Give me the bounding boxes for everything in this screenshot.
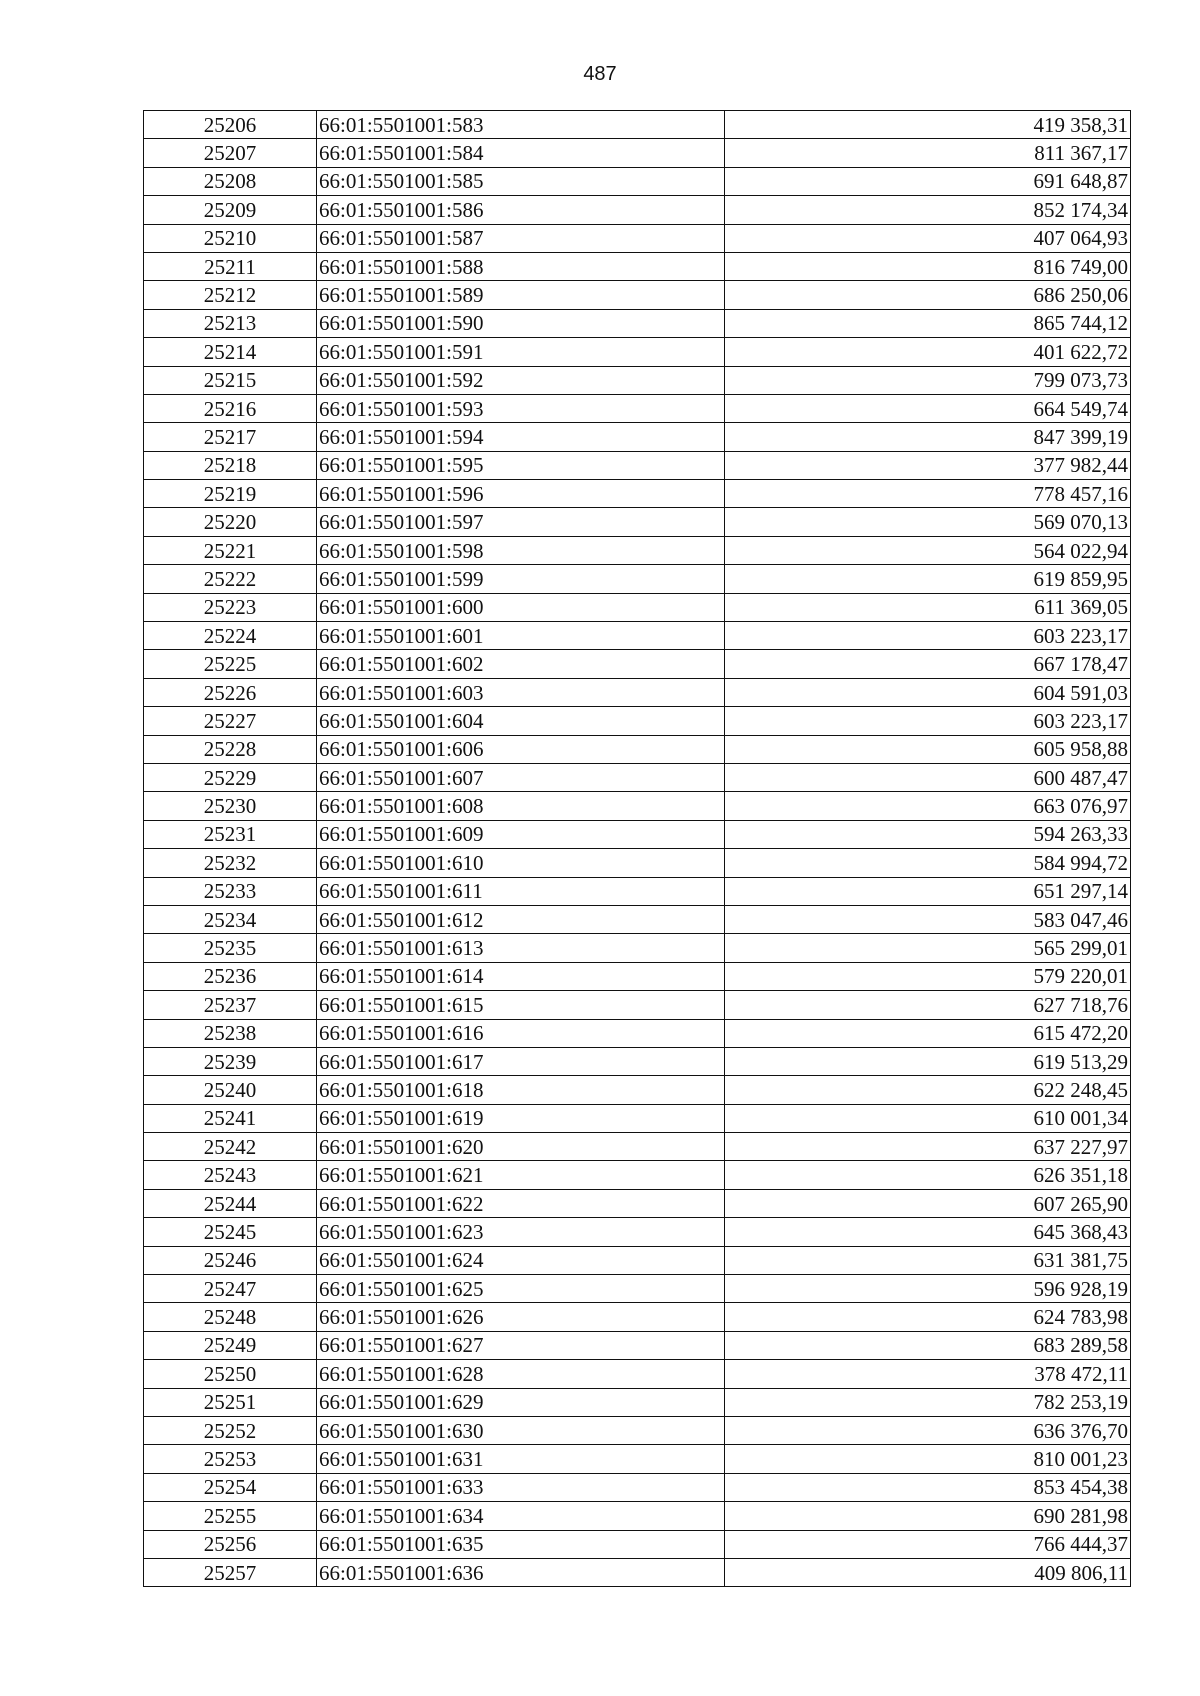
value-cell: 569 070,13 <box>725 508 1131 536</box>
table-row <box>144 508 1131 536</box>
table-row <box>144 650 1131 678</box>
cadastral-number-cell: 66:01:5501001:588 <box>317 252 725 280</box>
value-cell: 603 223,17 <box>725 707 1131 735</box>
row-number-cell: 25224 <box>144 622 317 650</box>
value-cell: 615 472,20 <box>725 1019 1131 1047</box>
table-row <box>144 849 1131 877</box>
cadastral-number-cell: 66:01:5501001:585 <box>317 167 725 195</box>
cadastral-number-cell: 66:01:5501001:590 <box>317 309 725 337</box>
table-row <box>144 565 1131 593</box>
row-number-cell: 25239 <box>144 1047 317 1075</box>
table-row <box>144 224 1131 252</box>
value-cell: 816 749,00 <box>725 252 1131 280</box>
row-number-cell: 25238 <box>144 1019 317 1047</box>
row-number-cell: 25227 <box>144 707 317 735</box>
value-cell: 579 220,01 <box>725 962 1131 990</box>
table-row <box>144 1530 1131 1558</box>
value-cell: 619 513,29 <box>725 1047 1131 1075</box>
table-row <box>144 1161 1131 1189</box>
cadastral-number-cell: 66:01:5501001:609 <box>317 820 725 848</box>
row-number-cell: 25226 <box>144 678 317 706</box>
cadastral-number-cell: 66:01:5501001:622 <box>317 1189 725 1217</box>
cadastral-number-cell: 66:01:5501001:598 <box>317 536 725 564</box>
value-cell: 604 591,03 <box>725 678 1131 706</box>
row-number-cell: 25219 <box>144 480 317 508</box>
table-row <box>144 338 1131 366</box>
value-cell: 667 178,47 <box>725 650 1131 678</box>
table-row <box>144 763 1131 791</box>
value-cell: 766 444,37 <box>725 1530 1131 1558</box>
cadastral-number-cell: 66:01:5501001:617 <box>317 1047 725 1075</box>
table-row <box>144 877 1131 905</box>
value-cell: 605 958,88 <box>725 735 1131 763</box>
cadastral-number-cell: 66:01:5501001:613 <box>317 934 725 962</box>
row-number-cell: 25214 <box>144 338 317 366</box>
value-cell: 611 369,05 <box>725 593 1131 621</box>
table-row <box>144 1218 1131 1246</box>
row-number-cell: 25254 <box>144 1473 317 1501</box>
row-number-cell: 25252 <box>144 1416 317 1444</box>
row-number-cell: 25220 <box>144 508 317 536</box>
value-cell: 811 367,17 <box>725 139 1131 167</box>
table-row <box>144 707 1131 735</box>
table-row <box>144 366 1131 394</box>
cadastral-number-cell: 66:01:5501001:603 <box>317 678 725 706</box>
registry-table-body <box>144 111 1131 1587</box>
value-cell: 626 351,18 <box>725 1161 1131 1189</box>
value-cell: 631 381,75 <box>725 1246 1131 1274</box>
table-row <box>144 1388 1131 1416</box>
value-cell: 853 454,38 <box>725 1473 1131 1501</box>
cadastral-number-cell: 66:01:5501001:614 <box>317 962 725 990</box>
cadastral-number-cell: 66:01:5501001:611 <box>317 877 725 905</box>
cadastral-number-cell: 66:01:5501001:608 <box>317 792 725 820</box>
cadastral-number-cell: 66:01:5501001:594 <box>317 423 725 451</box>
cadastral-number-cell: 66:01:5501001:601 <box>317 622 725 650</box>
cadastral-number-cell: 66:01:5501001:610 <box>317 849 725 877</box>
table-row <box>144 934 1131 962</box>
value-cell: 636 376,70 <box>725 1416 1131 1444</box>
table-row <box>144 1445 1131 1473</box>
value-cell: 847 399,19 <box>725 423 1131 451</box>
cadastral-number-cell: 66:01:5501001:583 <box>317 111 725 139</box>
row-number-cell: 25251 <box>144 1388 317 1416</box>
row-number-cell: 25253 <box>144 1445 317 1473</box>
table-row <box>144 252 1131 280</box>
value-cell: 691 648,87 <box>725 167 1131 195</box>
value-cell: 594 263,33 <box>725 820 1131 848</box>
row-number-cell: 25242 <box>144 1133 317 1161</box>
value-cell: 690 281,98 <box>725 1502 1131 1530</box>
value-cell: 799 073,73 <box>725 366 1131 394</box>
cadastral-number-cell: 66:01:5501001:593 <box>317 394 725 422</box>
cadastral-number-cell: 66:01:5501001:587 <box>317 224 725 252</box>
value-cell: 419 358,31 <box>725 111 1131 139</box>
table-row <box>144 792 1131 820</box>
table-row <box>144 480 1131 508</box>
row-number-cell: 25241 <box>144 1104 317 1132</box>
cadastral-number-cell: 66:01:5501001:628 <box>317 1360 725 1388</box>
table-row <box>144 1331 1131 1359</box>
table-row <box>144 1473 1131 1501</box>
cadastral-number-cell: 66:01:5501001:618 <box>317 1076 725 1104</box>
row-number-cell: 25221 <box>144 536 317 564</box>
value-cell: 683 289,58 <box>725 1331 1131 1359</box>
row-number-cell: 25222 <box>144 565 317 593</box>
row-number-cell: 25250 <box>144 1360 317 1388</box>
cadastral-number-cell: 66:01:5501001:606 <box>317 735 725 763</box>
row-number-cell: 25217 <box>144 423 317 451</box>
value-cell: 377 982,44 <box>725 451 1131 479</box>
row-number-cell: 25228 <box>144 735 317 763</box>
row-number-cell: 25210 <box>144 224 317 252</box>
value-cell: 664 549,74 <box>725 394 1131 422</box>
cadastral-number-cell: 66:01:5501001:612 <box>317 905 725 933</box>
row-number-cell: 25246 <box>144 1246 317 1274</box>
value-cell: 565 299,01 <box>725 934 1131 962</box>
row-number-cell: 25257 <box>144 1558 317 1586</box>
row-number-cell: 25225 <box>144 650 317 678</box>
table-row <box>144 991 1131 1019</box>
table-row <box>144 394 1131 422</box>
table-row <box>144 622 1131 650</box>
table-row <box>144 1047 1131 1075</box>
row-number-cell: 25209 <box>144 196 317 224</box>
cadastral-number-cell: 66:01:5501001:629 <box>317 1388 725 1416</box>
table-row <box>144 593 1131 621</box>
value-cell: 686 250,06 <box>725 281 1131 309</box>
table-row <box>144 678 1131 706</box>
cadastral-number-cell: 66:01:5501001:635 <box>317 1530 725 1558</box>
table-row <box>144 536 1131 564</box>
table-row <box>144 111 1131 139</box>
table-row <box>144 1133 1131 1161</box>
value-cell: 778 457,16 <box>725 480 1131 508</box>
cadastral-number-cell: 66:01:5501001:630 <box>317 1416 725 1444</box>
row-number-cell: 25208 <box>144 167 317 195</box>
row-number-cell: 25213 <box>144 309 317 337</box>
value-cell: 619 859,95 <box>725 565 1131 593</box>
row-number-cell: 25237 <box>144 991 317 1019</box>
value-cell: 852 174,34 <box>725 196 1131 224</box>
cadastral-number-cell: 66:01:5501001:620 <box>317 1133 725 1161</box>
value-cell: 603 223,17 <box>725 622 1131 650</box>
cadastral-number-cell: 66:01:5501001:624 <box>317 1246 725 1274</box>
row-number-cell: 25223 <box>144 593 317 621</box>
cadastral-number-cell: 66:01:5501001:623 <box>317 1218 725 1246</box>
cadastral-number-cell: 66:01:5501001:619 <box>317 1104 725 1132</box>
cadastral-number-cell: 66:01:5501001:586 <box>317 196 725 224</box>
table-row <box>144 167 1131 195</box>
cadastral-number-cell: 66:01:5501001:631 <box>317 1445 725 1473</box>
value-cell: 782 253,19 <box>725 1388 1131 1416</box>
value-cell: 663 076,97 <box>725 792 1131 820</box>
row-number-cell: 25212 <box>144 281 317 309</box>
row-number-cell: 25218 <box>144 451 317 479</box>
row-number-cell: 25233 <box>144 877 317 905</box>
row-number-cell: 25256 <box>144 1530 317 1558</box>
cadastral-number-cell: 66:01:5501001:625 <box>317 1275 725 1303</box>
table-row <box>144 196 1131 224</box>
table-row <box>144 735 1131 763</box>
table-row <box>144 309 1131 337</box>
table-row <box>144 1360 1131 1388</box>
value-cell: 624 783,98 <box>725 1303 1131 1331</box>
cadastral-number-cell: 66:01:5501001:616 <box>317 1019 725 1047</box>
cadastral-number-cell: 66:01:5501001:600 <box>317 593 725 621</box>
value-cell: 865 744,12 <box>725 309 1131 337</box>
cadastral-number-cell: 66:01:5501001:602 <box>317 650 725 678</box>
value-cell: 407 064,93 <box>725 224 1131 252</box>
row-number-cell: 25236 <box>144 962 317 990</box>
table-row <box>144 1502 1131 1530</box>
table-row <box>144 1076 1131 1104</box>
table-row <box>144 139 1131 167</box>
value-cell: 583 047,46 <box>725 905 1131 933</box>
cadastral-number-cell: 66:01:5501001:627 <box>317 1331 725 1359</box>
table-row <box>144 905 1131 933</box>
row-number-cell: 25240 <box>144 1076 317 1104</box>
value-cell: 564 022,94 <box>725 536 1131 564</box>
value-cell: 622 248,45 <box>725 1076 1131 1104</box>
cadastral-number-cell: 66:01:5501001:607 <box>317 763 725 791</box>
table-row <box>144 281 1131 309</box>
cadastral-number-cell: 66:01:5501001:589 <box>317 281 725 309</box>
value-cell: 645 368,43 <box>725 1218 1131 1246</box>
row-number-cell: 25207 <box>144 139 317 167</box>
cadastral-number-cell: 66:01:5501001:636 <box>317 1558 725 1586</box>
row-number-cell: 25244 <box>144 1189 317 1217</box>
value-cell: 651 297,14 <box>725 877 1131 905</box>
table-row <box>144 1416 1131 1444</box>
table-row <box>144 451 1131 479</box>
row-number-cell: 25215 <box>144 366 317 394</box>
table-row <box>144 820 1131 848</box>
value-cell: 584 994,72 <box>725 849 1131 877</box>
cadastral-number-cell: 66:01:5501001:597 <box>317 508 725 536</box>
row-number-cell: 25232 <box>144 849 317 877</box>
row-number-cell: 25243 <box>144 1161 317 1189</box>
cadastral-number-cell: 66:01:5501001:591 <box>317 338 725 366</box>
registry-table <box>143 110 1131 1587</box>
table-row <box>144 962 1131 990</box>
row-number-cell: 25247 <box>144 1275 317 1303</box>
table-row <box>144 1303 1131 1331</box>
value-cell: 401 622,72 <box>725 338 1131 366</box>
row-number-cell: 25206 <box>144 111 317 139</box>
table-row <box>144 1104 1131 1132</box>
cadastral-number-cell: 66:01:5501001:634 <box>317 1502 725 1530</box>
value-cell: 409 806,11 <box>725 1558 1131 1586</box>
row-number-cell: 25230 <box>144 792 317 820</box>
table-row <box>144 1246 1131 1274</box>
table-row <box>144 1275 1131 1303</box>
value-cell: 607 265,90 <box>725 1189 1131 1217</box>
cadastral-number-cell: 66:01:5501001:604 <box>317 707 725 735</box>
cadastral-number-cell: 66:01:5501001:596 <box>317 480 725 508</box>
row-number-cell: 25234 <box>144 905 317 933</box>
value-cell: 627 718,76 <box>725 991 1131 1019</box>
cadastral-number-cell: 66:01:5501001:584 <box>317 139 725 167</box>
row-number-cell: 25229 <box>144 763 317 791</box>
row-number-cell: 25248 <box>144 1303 317 1331</box>
table-row <box>144 423 1131 451</box>
row-number-cell: 25231 <box>144 820 317 848</box>
value-cell: 637 227,97 <box>725 1133 1131 1161</box>
cadastral-number-cell: 66:01:5501001:626 <box>317 1303 725 1331</box>
value-cell: 810 001,23 <box>725 1445 1131 1473</box>
cadastral-number-cell: 66:01:5501001:599 <box>317 565 725 593</box>
row-number-cell: 25245 <box>144 1218 317 1246</box>
cadastral-number-cell: 66:01:5501001:633 <box>317 1473 725 1501</box>
table-row <box>144 1019 1131 1047</box>
cadastral-number-cell: 66:01:5501001:595 <box>317 451 725 479</box>
cadastral-number-cell: 66:01:5501001:592 <box>317 366 725 394</box>
value-cell: 600 487,47 <box>725 763 1131 791</box>
row-number-cell: 25216 <box>144 394 317 422</box>
row-number-cell: 25211 <box>144 252 317 280</box>
value-cell: 378 472,11 <box>725 1360 1131 1388</box>
row-number-cell: 25255 <box>144 1502 317 1530</box>
row-number-cell: 25249 <box>144 1331 317 1359</box>
table-row <box>144 1189 1131 1217</box>
table-row <box>144 1558 1131 1586</box>
page-number: 487 <box>583 63 617 85</box>
cadastral-number-cell: 66:01:5501001:621 <box>317 1161 725 1189</box>
cadastral-number-cell: 66:01:5501001:615 <box>317 991 725 1019</box>
row-number-cell: 25235 <box>144 934 317 962</box>
value-cell: 610 001,34 <box>725 1104 1131 1132</box>
value-cell: 596 928,19 <box>725 1275 1131 1303</box>
